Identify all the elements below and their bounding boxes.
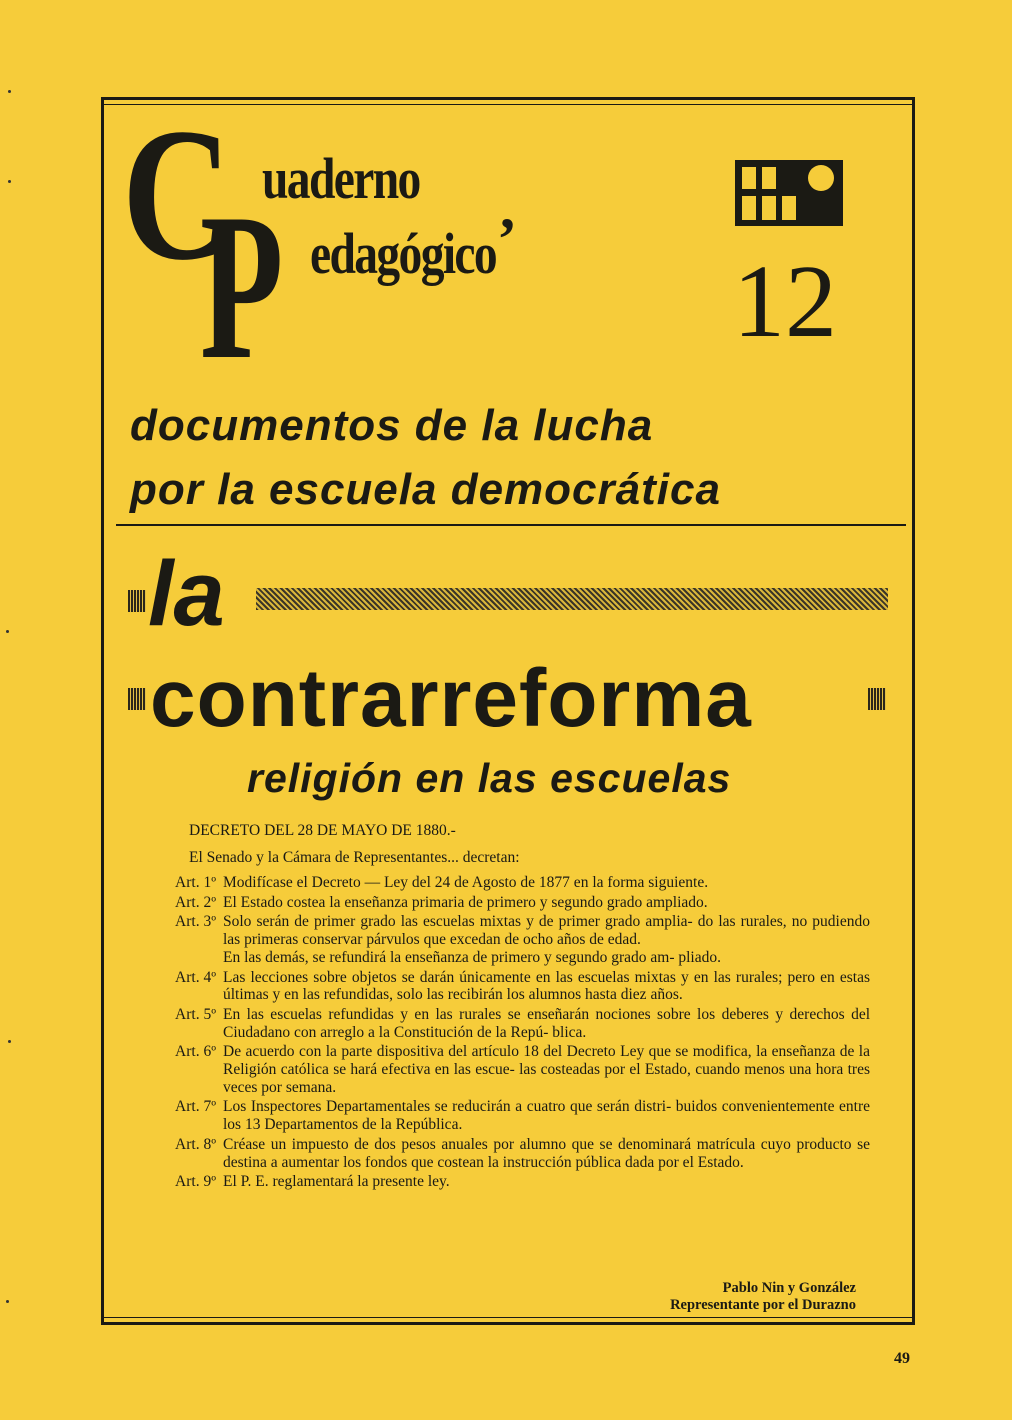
article-text-continued: En las demás, se refundirá la enseñanza de primero y segundo grado am- pliado. [223,948,721,966]
headline-la: la [148,543,225,645]
masthead-initial-c: C [122,90,232,300]
article-number: Art. 2º [175,893,216,911]
article-text: El P. E. reglamentará la presente ley. [223,1173,450,1191]
article-9 [150,1173,870,1191]
article-number: Art. 4º [175,968,216,986]
signature-role: Representante por el Durazno [670,1297,856,1313]
article-number: Art. 5º [175,1005,216,1023]
article-text: Créase un impuesto de dos pesos anuales por alumno que se denominará matrícula cuyo producto se destina a aumentar los fondos que costean la instrucción pública dada por el Estado. [223,1135,870,1171]
article-3 [150,913,870,966]
decree-preamble: El Senado y la Cámara de Representantes... decretan: [189,849,520,866]
masthead-initial-p: P [200,171,284,403]
hatch-block-left-top [128,590,146,612]
article-number: Art. 1º [175,874,216,891]
issue-number: 12 [733,244,837,359]
article-8 [150,1136,870,1171]
article-text: El Estado costea la enseñanza primaria de primero y segundo grado ampliado. [223,893,708,911]
article-6 [150,1043,870,1096]
article-number: Art. 6º [175,1043,216,1061]
margin-speck [8,180,11,183]
subtitle-line-1: documentos de la lucha [130,401,654,450]
margin-speck [8,1040,11,1043]
article-text: Las lecciones sobre objetos se darán únicamente en las escuelas mixtas y en las rurales; pero en estas últimas y en las refundidas, solo las recibirán los alumnos hasta diez años. [223,968,870,1004]
headline-subhead: religión en las escuelas [247,755,732,801]
article-number: Art. 8º [175,1135,216,1153]
article-number: Art. 9º [175,1173,216,1191]
article-5 [150,1006,870,1041]
article-7 [150,1098,870,1133]
article-number: Art. 3º [175,913,216,931]
masthead-comma: , [500,175,515,241]
frame-inner-bottom-rule [104,1317,912,1318]
headline-contrarreforma: contrarreforma [150,653,752,744]
section-divider [116,524,906,526]
article-number: Art. 7º [175,1098,216,1116]
subtitle-line-2: por la escuela democrática [130,465,721,514]
masthead-word-cuaderno: uaderno [262,146,420,211]
decree-title: DECRETO DEL 28 DE MAYO DE 1880.- [189,822,456,839]
signature-block [670,1280,856,1314]
article-text: Solo serán de primer grado las escuelas mixtas y de primer grado amplia- do las rurales, no pudiendo las primeras conservar párvulos que excedan de ocho años de edad. [223,913,870,949]
hatch-block-right [868,688,886,710]
article-text: De acuerdo con la parte dispositiva del artículo 18 del Decreto Ley que se modifica, la enseñanza de la Religión católica se hará efectiva en las escue- las costeadas por el Estado, cuando menos una hora tres veces por semana. [223,1043,870,1096]
article-text: Modifícase el Decreto — Ley del 24 de Agosto de 1877 en la forma siguiente. [223,874,709,891]
article-text: Los Inspectores Departamentales se reducirán a cuatro que serán distri- buidos convenientemente entre los 13 Departamentos de la República. [223,1098,870,1134]
margin-speck [8,90,11,93]
margin-speck [6,1300,9,1303]
article-1 [150,874,870,892]
decree-articles [150,874,870,1193]
hatch-bar [256,588,888,610]
article-text: En las escuelas refundidas y en las rurales se enseñarán nociones sobre los deberes y derechos del Ciudadano con arreglo a la Constitución de la Repú- blica. [223,1005,870,1041]
margin-speck [6,630,9,633]
article-2 [150,894,870,912]
signature-name: Pablo Nin y González [722,1280,856,1296]
hatch-block-left-bottom [128,688,146,710]
page-number: 49 [894,1350,910,1367]
masthead-word-pedagogico: edagógico [310,221,497,286]
article-4 [150,969,870,1004]
publisher-logo-icon [735,160,843,226]
